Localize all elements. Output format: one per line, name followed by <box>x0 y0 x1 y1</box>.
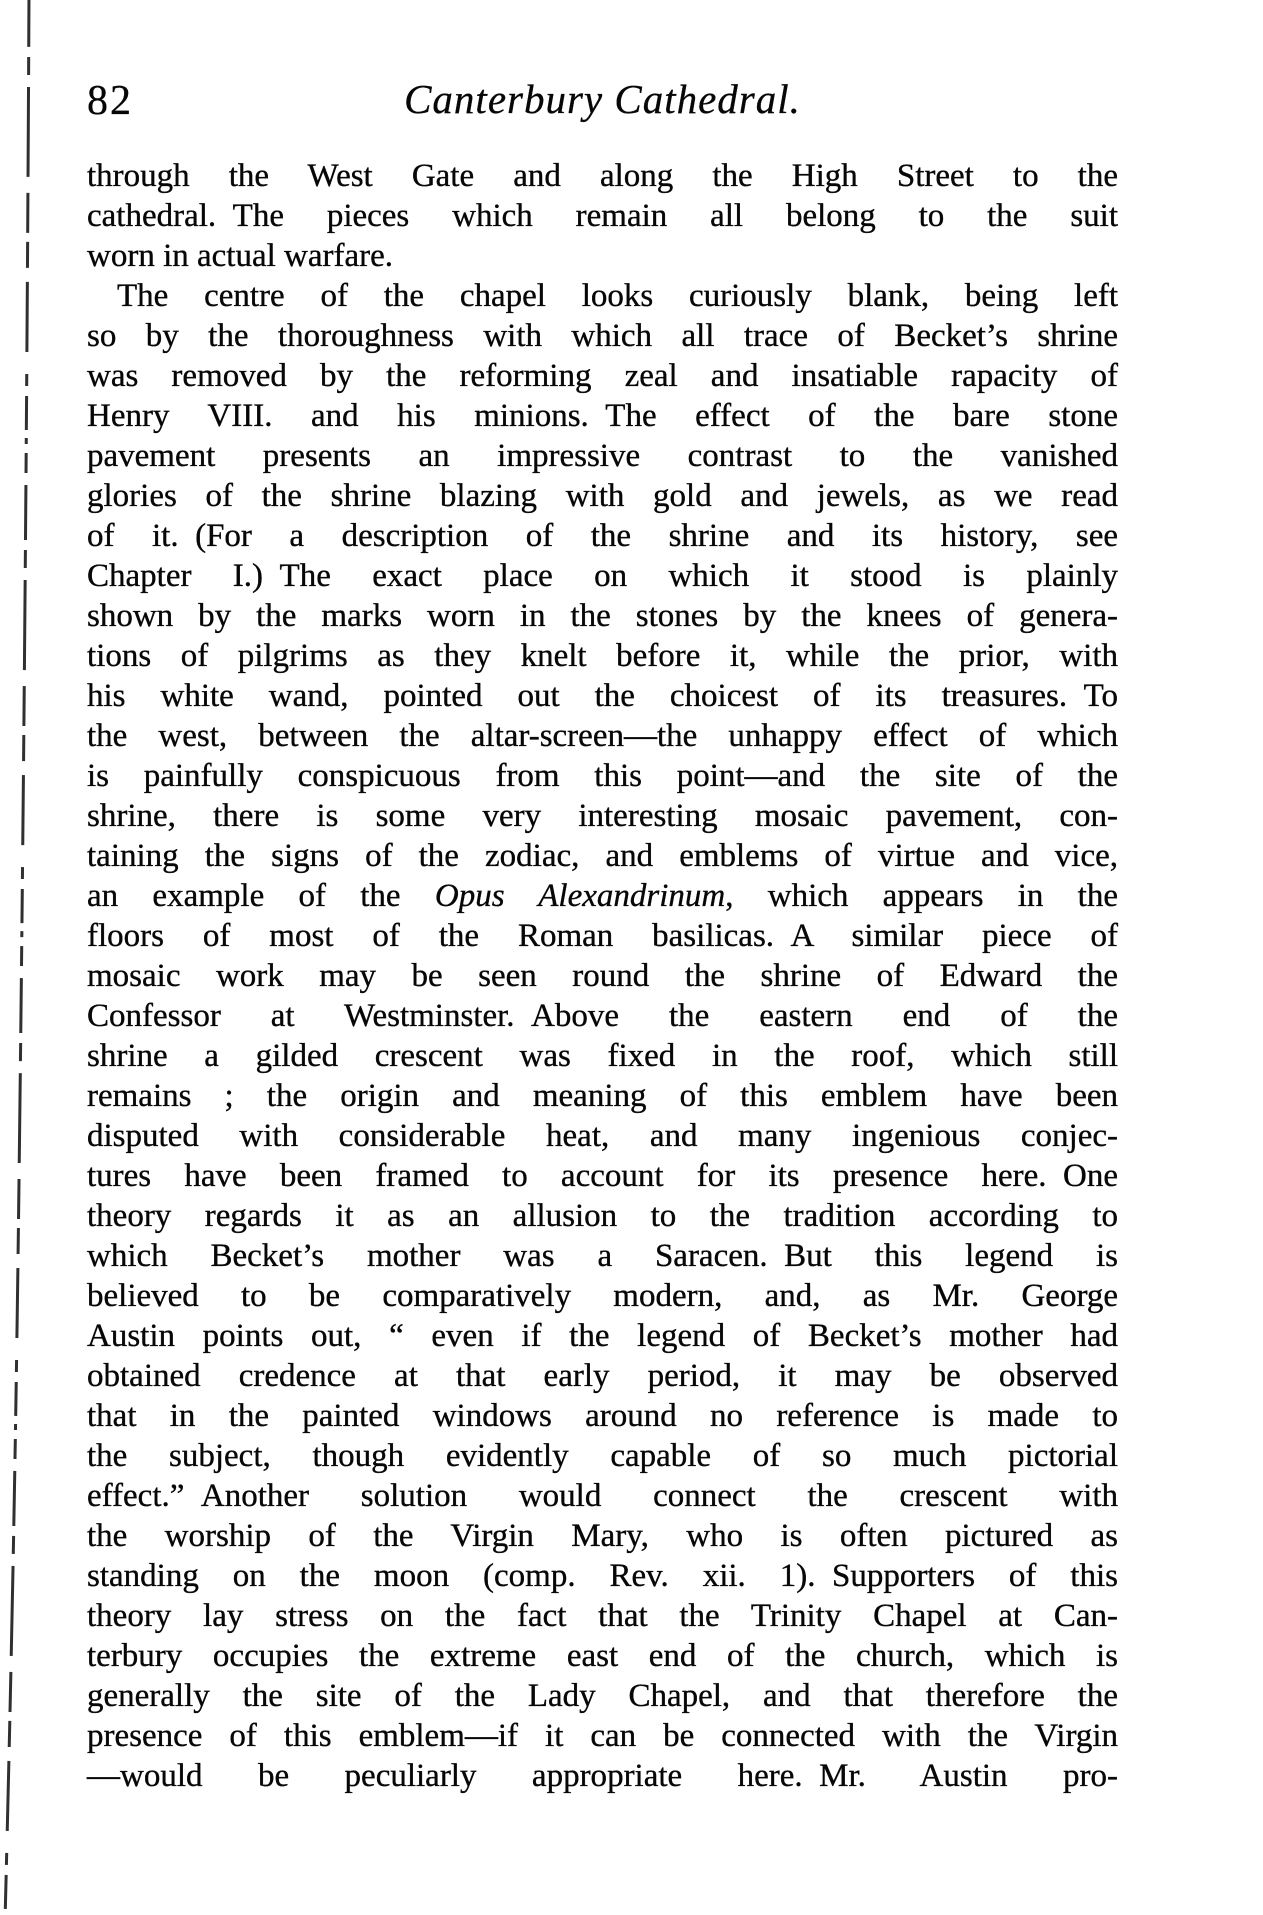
text-segment: so by the thoroughness with which all trace of Becket’s shrine <box>87 318 1118 354</box>
text-line <box>87 1716 1118 1756</box>
text-line <box>87 1436 1118 1476</box>
text-line <box>87 1396 1118 1436</box>
text-segment: Chapter I.) The exact place on which it stood is plainly <box>87 558 1118 594</box>
text-segment: The centre of the chapel looks curiously blank, being left <box>117 278 1118 314</box>
text-segment: presence of this emblem—if it can be connected with the Virgin <box>87 1718 1118 1754</box>
text-segment: mosaic work may be seen round the shrine of Edward the <box>87 958 1118 994</box>
text-segment: the west, between the altar-screen—the unhappy effect of which <box>87 718 1118 754</box>
text-segment: that in the painted windows around no reference is made to <box>87 1398 1118 1434</box>
running-title: Canterbury Cathedral. <box>404 76 801 122</box>
text-line <box>87 1516 1118 1556</box>
text-line <box>87 996 1118 1036</box>
text-segment: Henry VIII. and his minions. The effect of the bare stone <box>87 398 1118 434</box>
italic-text: Opus Alexandrinum <box>434 878 726 914</box>
text-line <box>87 836 1118 876</box>
text-segment: —would be peculiarly appropriate here. Mr. Austin pro- <box>87 1758 1118 1794</box>
text-segment: is painfully conspicuous from this point—and the site of the <box>87 758 1118 794</box>
page-number: 82 <box>87 78 133 124</box>
text-line <box>87 1596 1118 1636</box>
text-segment: worn in actual warfare. <box>87 238 394 274</box>
text-segment: pavement presents an impressive contrast to the vanished <box>87 438 1118 474</box>
text-segment: Confessor at Westminster. Above the eastern end of the <box>87 998 1118 1034</box>
text-line <box>87 1276 1118 1316</box>
text-line <box>87 716 1118 756</box>
text-segment: believed to be comparatively modern, and, as Mr. George <box>87 1278 1118 1314</box>
text-line <box>87 1196 1118 1236</box>
text-segment: Austin points out, “ even if the legend of Becket’s mother had <box>87 1318 1118 1354</box>
text-segment: an example of the <box>87 878 435 914</box>
text-line <box>87 476 1118 516</box>
text-segment: which Becket’s mother was a Saracen. But this legend is <box>87 1238 1118 1274</box>
text-block <box>87 156 1118 1796</box>
text-line <box>87 676 1118 716</box>
text-line <box>87 796 1118 836</box>
text-line <box>87 916 1118 956</box>
text-line <box>87 1636 1118 1676</box>
binding-line <box>5 0 29 1915</box>
text-line <box>87 1676 1118 1716</box>
text-segment: was removed by the reforming zeal and insatiable rapacity of <box>87 358 1118 394</box>
text-segment: shrine a gilded crescent was fixed in the roof, which still <box>87 1038 1118 1074</box>
text-segment: theory lay stress on the fact that the Trinity Chapel at Can- <box>87 1598 1118 1634</box>
text-line <box>87 1076 1118 1116</box>
text-line <box>87 396 1118 436</box>
text-line <box>87 876 1118 916</box>
text-segment: cathedral. The pieces which remain all belong to the suit <box>87 198 1118 234</box>
text-segment: standing on the moon (comp. Rev. xii. 1). Supporters of this <box>87 1558 1118 1594</box>
text-segment: taining the signs of the zodiac, and emblems of virtue and vice, <box>87 838 1118 874</box>
text-line <box>87 1036 1118 1076</box>
text-line <box>87 956 1118 996</box>
text-line <box>87 356 1118 396</box>
text-line <box>87 1316 1118 1356</box>
text-segment: shrine, there is some very interesting mosaic pavement, con- <box>87 798 1118 834</box>
text-line <box>87 1116 1118 1156</box>
text-segment: shown by the marks worn in the stones by the knees of genera- <box>87 598 1118 634</box>
text-segment: remains ; the origin and meaning of this emblem have been <box>87 1078 1118 1114</box>
text-line <box>87 236 1118 276</box>
text-line <box>87 1756 1118 1796</box>
text-line <box>87 276 1118 316</box>
text-line <box>87 436 1118 476</box>
text-segment: theory regards it as an allusion to the tradition according to <box>87 1198 1118 1234</box>
text-segment: through the West Gate and along the High Street to the <box>87 158 1118 194</box>
text-segment: generally the site of the Lady Chapel, and that therefore the <box>87 1678 1118 1714</box>
text-line <box>87 1156 1118 1196</box>
text-line <box>87 316 1118 356</box>
text-line <box>87 1476 1118 1516</box>
text-segment: terbury occupies the extreme east end of the church, which is <box>87 1638 1118 1674</box>
text-segment: glories of the shrine blazing with gold and jewels, as we read <box>87 478 1118 514</box>
text-segment: the worship of the Virgin Mary, who is often pictured as <box>87 1518 1118 1554</box>
text-segment: obtained credence at that early period, it may be observed <box>87 1358 1118 1394</box>
text-line <box>87 196 1118 236</box>
text-segment: effect.” Another solution would connect the crescent with <box>87 1478 1118 1514</box>
text-line <box>87 596 1118 636</box>
text-line <box>87 1356 1118 1396</box>
text-segment: tures have been framed to account for its presence here. One <box>87 1158 1118 1194</box>
text-segment: , which appears in the <box>725 878 1118 914</box>
text-segment: disputed with considerable heat, and many ingenious conjec- <box>87 1118 1118 1154</box>
text-line <box>87 156 1118 196</box>
text-line <box>87 1236 1118 1276</box>
page-header <box>87 74 1118 138</box>
text-line <box>87 516 1118 556</box>
text-segment: floors of most of the Roman basilicas. A similar piece of <box>87 918 1118 954</box>
text-line <box>87 1556 1118 1596</box>
text-line <box>87 556 1118 596</box>
text-segment: the subject, though evidently capable of so much pictorial <box>87 1438 1118 1474</box>
text-line <box>87 636 1118 676</box>
text-segment: his white wand, pointed out the choicest of its treasures. To <box>87 678 1118 714</box>
text-line <box>87 756 1118 796</box>
text-segment: tions of pilgrims as they knelt before it, while the prior, with <box>87 638 1118 674</box>
text-segment: of it. (For a description of the shrine and its history, see <box>87 518 1118 554</box>
